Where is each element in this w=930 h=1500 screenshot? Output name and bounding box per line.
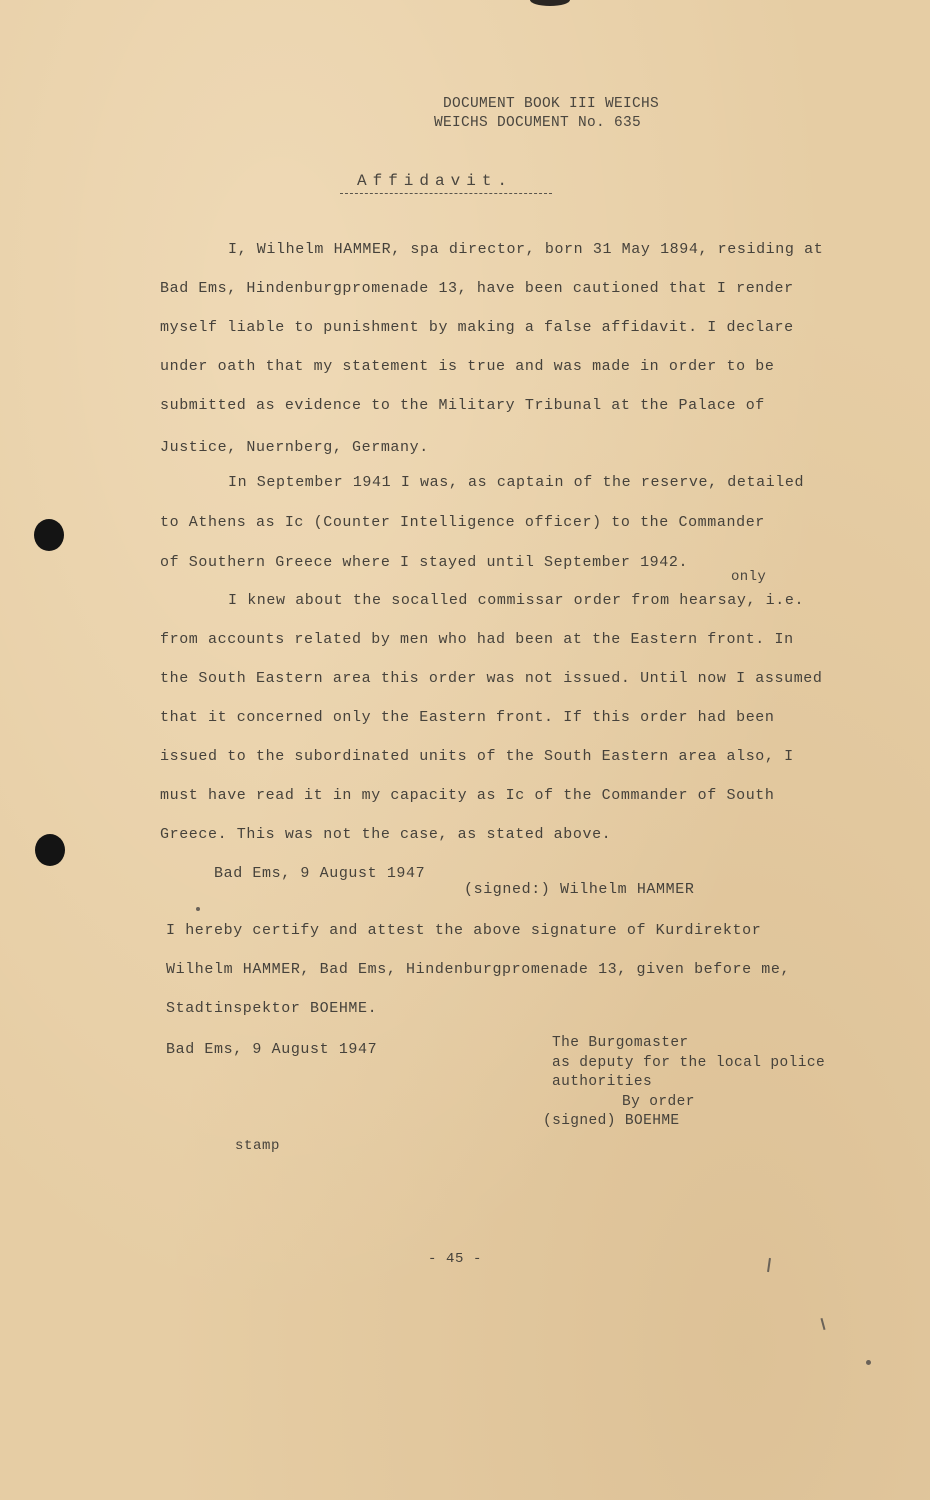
punch-hole: [35, 834, 65, 866]
burgomaster-line: authorities: [552, 1074, 653, 1090]
body-line: Justice, Nuernberg, Germany.: [160, 439, 429, 456]
body-line: In September 1941 I was, as captain of the reserve, detailed: [228, 474, 805, 491]
document-reference: [434, 95, 660, 133]
page-number: - 45 -: [428, 1251, 483, 1267]
document-title: Affidavit.: [357, 172, 514, 190]
body-line: issued to the subordinated units of the South Eastern area also, I: [160, 748, 794, 765]
body-line: Greece. This was not the case, as stated above.: [160, 826, 612, 843]
stamp-label: stamp: [235, 1138, 281, 1154]
signature-place-date: Bad Ems, 9 August 1947: [214, 865, 426, 882]
punch-hole: [34, 519, 64, 551]
document-reference-line2: WEICHS DOCUMENT No. 635: [434, 115, 642, 131]
burgomaster-line: (signed) BOEHME: [543, 1113, 680, 1129]
burgomaster-line: By order: [622, 1093, 695, 1110]
body-line: I knew about the socalled commissar order from hearsay, i.e.: [228, 592, 805, 609]
body-line: the South Eastern area this order was not issued. Until now I assumed: [160, 670, 823, 687]
body-line: Bad Ems, Hindenburgpromenade 13, have been cautioned that I render: [160, 280, 794, 297]
speck: [196, 907, 200, 911]
staple-mark: [530, 0, 570, 6]
burgomaster-line: The Burgomaster: [552, 1035, 689, 1051]
burgomaster-block: [543, 1034, 826, 1132]
body-line: under oath that my statement is true and was made in order to be: [160, 358, 775, 375]
signature-signed: (signed:) Wilhelm HAMMER: [464, 881, 695, 898]
body-line: that it concerned only the Eastern front. If this order had been: [160, 709, 775, 726]
certification-line: I hereby certify and attest the above signature of Kurdirektor: [166, 922, 762, 939]
document-reference-line1: DOCUMENT BOOK III WEICHS: [443, 96, 660, 112]
certification-line: Stadtinspektor BOEHME.: [166, 1000, 378, 1017]
body-line: to Athens as Ic (Counter Intelligence officer) to the Commander: [160, 514, 765, 531]
title-underline: [340, 193, 552, 194]
attest-place-date: Bad Ems, 9 August 1947: [166, 1041, 378, 1058]
body-line: of Southern Greece where I stayed until September 1942.: [160, 554, 689, 571]
handwritten-insertion: only: [731, 569, 767, 585]
body-line: must have read it in my capacity as Ic of the Commander of South: [160, 787, 775, 804]
body-line: from accounts related by men who had been at the Eastern front. In: [160, 631, 794, 648]
body-line: submitted as evidence to the Military Tribunal at the Palace of: [160, 397, 765, 414]
body-line: myself liable to punishment by making a false affidavit. I declare: [160, 319, 794, 336]
speck: [866, 1360, 871, 1365]
body-line: I, Wilhelm HAMMER, spa director, born 31 May 1894, residing at: [228, 241, 824, 258]
burgomaster-line: as deputy for the local police: [552, 1054, 826, 1071]
pencil-mark: [820, 1318, 825, 1330]
pencil-mark: [767, 1258, 771, 1272]
certification-line: Wilhelm HAMMER, Bad Ems, Hindenburgpromenade 13, given before me,: [166, 961, 791, 978]
